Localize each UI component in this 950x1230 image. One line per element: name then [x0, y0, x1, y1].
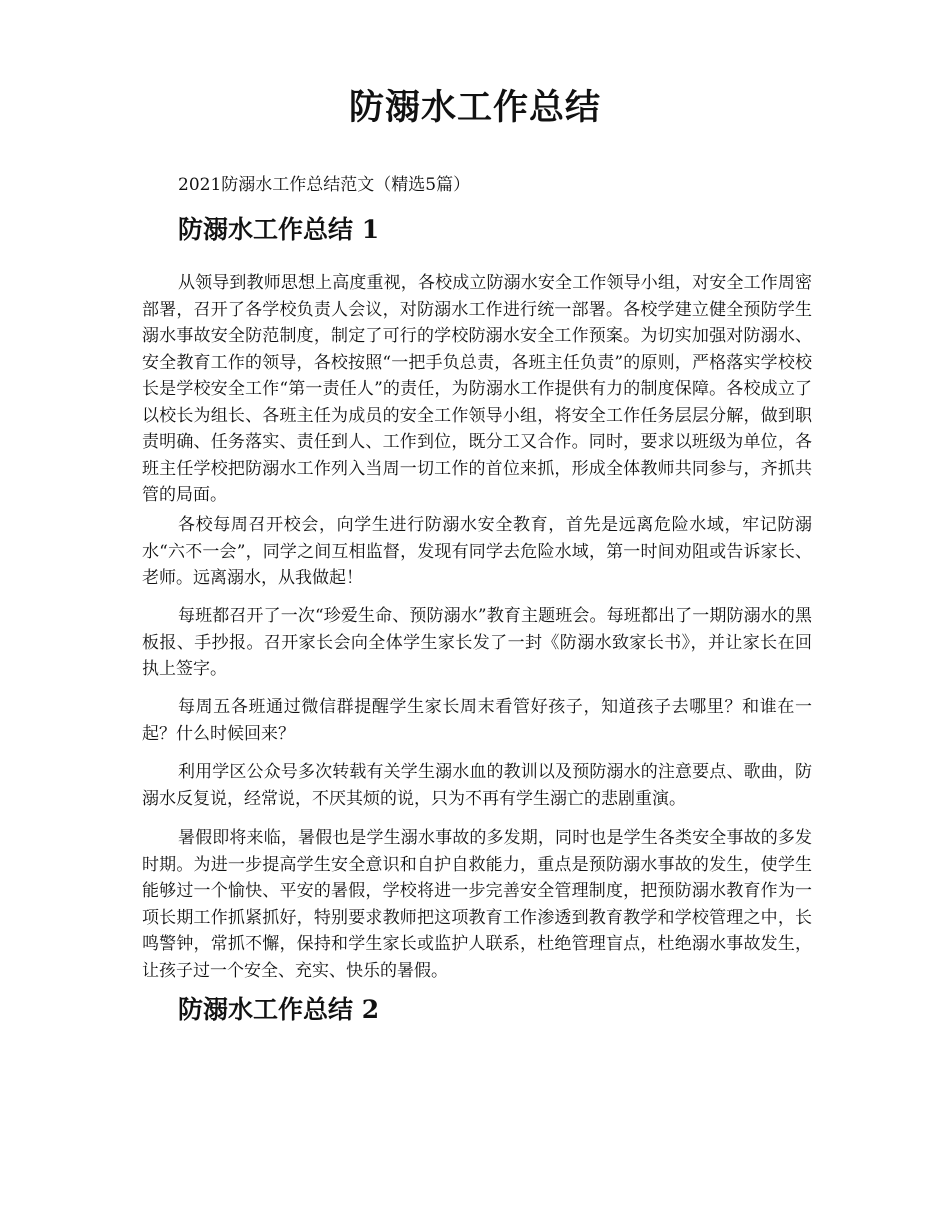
document-subtitle: 2021防溺水工作总结范文（精选5篇）	[178, 175, 471, 195]
paragraph-1: 从领导到教师思想上高度重视，各校成立防溺水安全工作领导小组，对安全工作周密部署，召开了各学校负责人会议，对防溺水工作进行统一部署。各校学建立健全预防学生溺水事故安全防范制度，制定了可行的学校防溺水安全工作预案。为切实加强对防溺水、安全教育工作的领导，各校按照“一把手负总责，各班主任负责”的原则，严格落实学校校长是学校安全工作“第一责任人”的责任，为防溺水工作提供有力的制度保障。各校成立了以校长为组长、各班主任为成员的安全工作领导小组，将安全工作任务层层分解，做到职责明确、任务落实、责任到人、工作到位，既分工又合作。同时，要求以班级为单位，各班主任学校把防溺水工作列入当周一切工作的首位来抓，形成全体教师共同参与，齐抓共管的局面。	[142, 273, 812, 505]
paragraph-5: 利用学区公众号多次转载有关学生溺水血的教训以及预防溺水的注意要点、歌曲，防溺水反复说，经常说，不厌其烦的说，只为不再有学生溺亡的悲剧重演。	[142, 762, 812, 809]
paragraph-3: 每班都召开了一次“珍爱生命、预防溺水”教育主题班会。每班都出了一期防溺水的黑板报、手抄报。召开家长会向全体学生家长发了一封《防溺水致家长书》，并让家长在回执上签字。	[142, 606, 812, 679]
section-heading-1: 防溺水工作总结 1	[178, 215, 380, 244]
section-heading-2: 防溺水工作总结 2	[178, 995, 380, 1024]
paragraph-4: 每周五各班通过微信群提醒学生家长周末看管好孩子，知道孩子去哪里？和谁在一起？什么时候回来？	[142, 697, 812, 744]
paragraph-6: 暑假即将来临，暑假也是学生溺水事故的多发期，同时也是学生各类安全事故的多发时期。为进一步提高学生安全意识和自护自救能力，重点是预防溺水事故的发生，使学生能够过一个愉快、平安的暑假，学校将进一步完善安全管理制度，把预防溺水教育作为一项长期工作抓紧抓好，特别要求教师把这项教育工作渗透到教育教学和学校管理之中，长鸣警钟，常抓不懈，保持和学生家长或监护人联系，杜绝管理盲点，杜绝溺水事故发生，让孩子过一个安全、充实、快乐的暑假。	[142, 828, 812, 981]
paragraph-2: 各校每周召开校会，向学生进行防溺水安全教育，首先是远离危险水域，牢记防溺水“六不一会”，同学之间互相监督，发现有同学去危险水域，第一时间劝阻或告诉家长、老师。远离溺水，从我做起！	[142, 515, 812, 588]
page-title: 防溺水工作总结	[348, 87, 601, 128]
